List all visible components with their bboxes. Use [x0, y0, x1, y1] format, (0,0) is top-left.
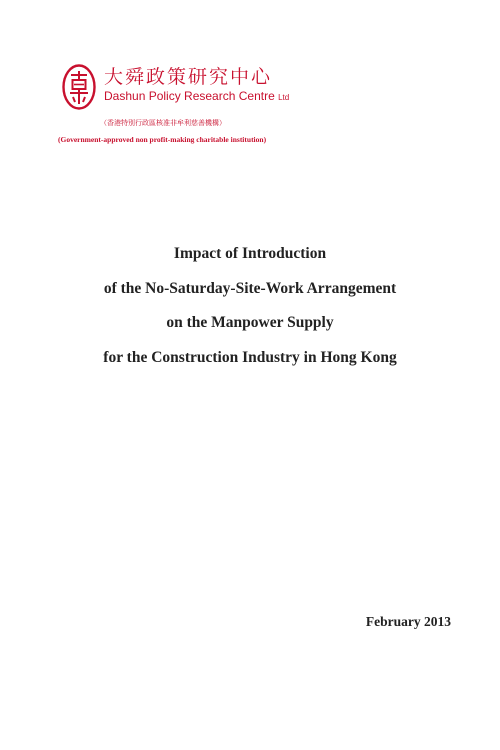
report-title-line-1: Impact of Introduction: [173, 245, 327, 262]
organization-name-chinese: 大舜政策研究中心: [104, 66, 273, 88]
report-date: February 2013: [365, 614, 451, 629]
organization-name-english: [104, 89, 289, 103]
organization-name-english-text: Dashun Policy Research Centre: [104, 89, 275, 103]
organization-name-suffix: Ltd: [278, 93, 290, 102]
seal-logo-icon: [62, 64, 96, 110]
report-title-line-4: for the Construction Industry in Hong Kong: [103, 348, 397, 366]
organization-status-english: (Government-approved non profit-making charitable institution): [58, 135, 267, 144]
organization-status-chinese: （香港特別行政區核准非牟利慈善機構）: [100, 119, 226, 127]
report-title-line-2: of the No-Saturday-Site-Work Arrangement: [103, 279, 397, 297]
report-title-line-3: on the Manpower Supply: [166, 314, 334, 331]
report-title: [0, 244, 500, 382]
